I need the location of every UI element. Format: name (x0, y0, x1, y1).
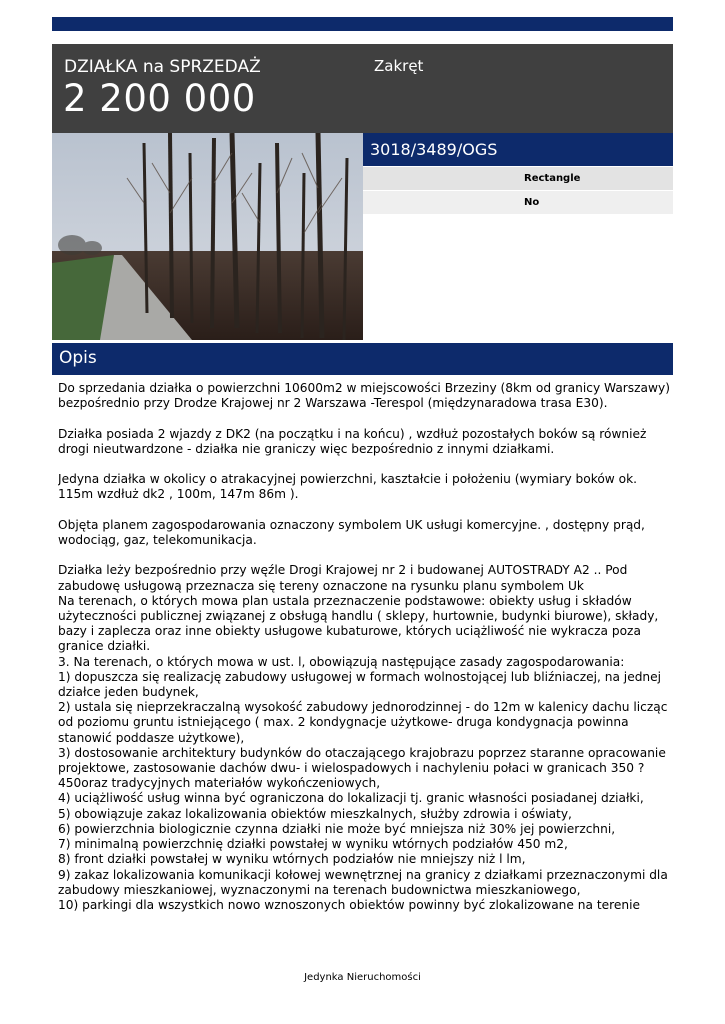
reference-number: 3018/3489/OGS (370, 140, 498, 159)
listing-type: DZIAŁKA na SPRZEDAŻ (64, 57, 261, 77)
footer-agency: Jedynka Nieruchomości (304, 972, 421, 983)
property-photo (52, 133, 363, 340)
listing-header (52, 44, 673, 133)
listing-price: 2 200 000 (63, 77, 256, 120)
listing-location: Zakręt (374, 57, 424, 75)
attribute-value: Rectangle (524, 173, 581, 184)
property-photo-illustration (52, 133, 363, 340)
attribute-row (363, 191, 673, 214)
description-heading-bar (52, 343, 673, 375)
attribute-value: No (524, 197, 540, 208)
top-accent-bar (52, 17, 673, 31)
attribute-row (363, 167, 673, 190)
description-body: Do sprzedania działka o powierzchni 10600m2 w miejscowości Brzeziny (8km od granicy Warszawy) bezpośrednio przy Drodze Krajowej nr 2 Warszawa -Terespol (międzynaradowa trasa E30). Działka posiada 2 wjazdy z DK2 (na początku i na końcu) , wzdłuż pozostałych boków są również drogi nieutwardzone - działka nie graniczy więc bezpośrednio z innymi działkami. Jedyna działka w okolicy o atrakacyjnej powierzchni, kaształcie i położeniu (wymiary boków ok. 115m wzdłuż dk2 , 100m, 147m 86m ). Objęta planem zagospodarowania oznaczony symbolem UK usługi komercyjne. , dostępny prąd, wodociąg, gaz, telekomunikacja. Działka leży bezpośrednio przy węźle Drogi Krajowej nr 2 i budowanej AUTOSTRADY A2 .. Pod zabudowę usługową przeznacza się tereny oznaczone na rysunku planu symbolem Uk Na terenach, o których mowa plan ustala przeznaczenie podstawowe: obiekty usług i składów użyteczności publicznej związanej z obsługą handlu ( sklepy, hurtownie, budynki biurowe), składy, bazy i zaplecza oraz inne obiekty usługowe kubaturowe, których uciążliwość nie wykracza poza granice działki. 3. Na terenach, o których mowa w ust. l, obowiązują następujące zasady zagospodarowania: 1) dopuszcza się realizację zabudowy usługowej w formach wolnostojącej lub bliźniaczej, na jednej działce jeden budynek, 2) ustala się nieprzekraczalną wysokość zabudowy jednorodzinnej - do 12m w kalenicy dachu licząc od poziomu gruntu istniejącego ( max. 2 kondygnacje użytkowe- druga kondygnacja powinna stanowić poddasze użytkowe), 3) dostosowanie architektury budynków do otaczającego krajobrazu poprzez staranne opracowanie projektowe, zastosowanie dachów dwu- i wielospadowych i nachyleniu połaci w granicach 350 ?450oraz tradycyjnych materiałów wykończeniowych, 4) uciążliwość usług winna być ograniczona do lokalizacji tj. granic własności posiadanej działki, 5) obowiązuje zakaz lokalizowania obiektów mieszkalnych, służby zdrowia i oświaty, 6) powierzchnia biologicznie czynna działki nie może być mniejsza niż 30% jej powierzchni, 7) minimalną powierzchnię działki powstałej w wyniku wtórnych podziałów 450 m2, 8) front działki powstałej w wyniku wtórnych podziałów nie mniejszy niż l lm, 9) zakaz lokalizowania komunikacji kołowej wewnętrznej na granicy z działkami przeznaczonymi dla zabudowy mieszkaniowej, wyznaczonymi na terenach budownictwa mieszkaniowego, 10) parkingi dla wszystkich nowo wznoszonych obiektów powinny być zlokalizowane na terenie (58, 381, 670, 912)
reference-bar (363, 133, 673, 166)
description-heading: Opis (59, 348, 97, 368)
